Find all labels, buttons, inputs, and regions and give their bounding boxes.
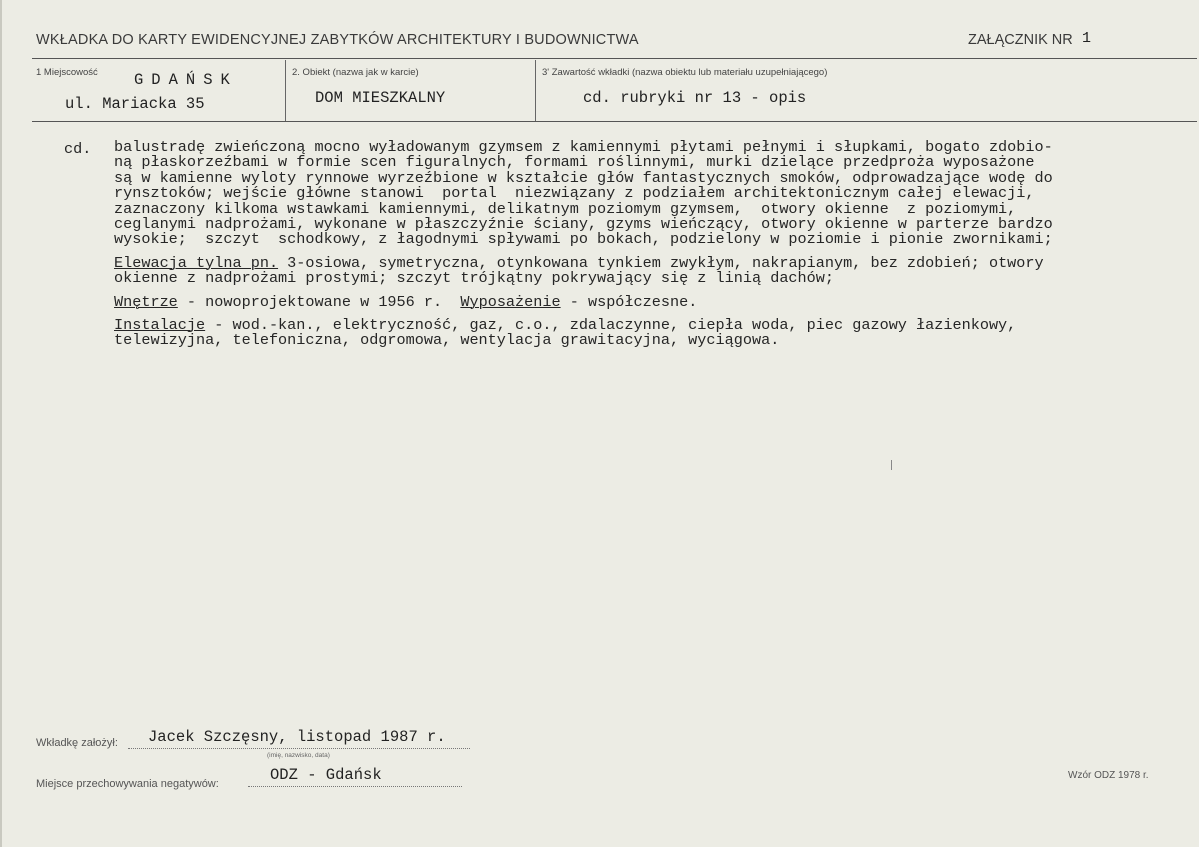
negatives-storage-value: ODZ - Gdańsk xyxy=(270,766,382,784)
negatives-storage-line xyxy=(248,786,462,787)
form-pattern-label: Wzór ODZ 1978 r. xyxy=(1068,770,1149,781)
annex-label: ZAŁĄCZNIK NR xyxy=(968,32,1073,48)
created-by-value: Jacek Szczęsny, listopad 1987 r. xyxy=(148,728,446,746)
annex-number: 1 xyxy=(1082,30,1092,47)
text-run: 3-osiowa, symetryczna, otynkowana tynkiem zwykłym, nakrapianym, bez zdobień; otwory xyxy=(278,253,1044,272)
interior-paragraph xyxy=(114,292,1174,311)
negatives-storage-label: Miejsce przechowywania negatywów: xyxy=(36,778,219,790)
description-text xyxy=(114,140,1174,357)
field-divider-2 xyxy=(535,60,536,121)
text-run: - współczesne. xyxy=(560,292,698,311)
locality-value: GDAŃSK xyxy=(134,71,238,89)
interior-heading: Wnętrze xyxy=(114,292,178,311)
field-divider-1 xyxy=(285,60,286,121)
text-line: są w kamienne wyloty rynnowe wyrzeźbione w kształcie głów fantastycznych smoków, odprowadzające wodę do xyxy=(114,168,1053,187)
text-line: okienne z nadprożami prostymi; szczyt trójkątny pokrywający się z linią dachów; xyxy=(114,269,835,288)
text-line: balustradę zwieńczoną mocno wyładowanym gzymsem z kamiennymi płytami pełnymi i słupkami, bogato zdobio- xyxy=(114,138,1053,156)
paper-mark xyxy=(891,460,892,470)
text-run: - nowoprojektowane w 1956 r. xyxy=(177,292,461,311)
locality-label: 1 Miejscowość xyxy=(36,67,98,78)
installations-paragraph xyxy=(114,318,1174,349)
text-line xyxy=(114,292,1174,311)
rear-elevation-paragraph xyxy=(114,253,1174,288)
text-run: - wod.-kan., elektryczność, gaz, c.o., zdalaczynne, ciepła woda, piec gazowy łazienkowy, xyxy=(205,316,1017,335)
facade-paragraph xyxy=(114,140,1174,248)
installations-heading: Instalacje xyxy=(114,316,206,335)
text-line: rynsztoków; wejście główne stanowi portal niezwiązany z podziałem architektonicznym całej elewacji, xyxy=(114,184,1035,203)
created-by-hint: (imię, nazwisko, data) xyxy=(267,752,330,759)
text-line: wysokie; szczyt schodkowy, z łagodnymi spływami po bokach, podzielony w poziomie i pionie zwornikami; xyxy=(114,230,1053,249)
text-line: ną płaskorzeźbami w formie scen figuralnych, formami roślinnymi, murki dzielące przedproża wyposażone xyxy=(114,153,1035,172)
text-line: telewizyjna, telefoniczna, odgromowa, wentylacja grawitacyjna, wyciągowa. xyxy=(114,331,780,350)
content-value: cd. rubryki nr 13 - opis xyxy=(583,89,807,107)
street-value: ul. Mariacka 35 xyxy=(65,95,205,113)
header-rule xyxy=(32,58,1197,59)
form-title: WKŁADKA DO KARTY EWIDENCYJNEJ ZABYTKÓW ARCHITEKTURY I BUDOWNICTWA xyxy=(36,32,639,48)
text-line: zaznaczony kilkoma wstawkami kamiennymi, delikatnym poziomym gzymsem, otwory okienne z poziomymi, xyxy=(114,199,1017,218)
text-line: ceglanymi nadprożami, wykonane w płaszczyźnie ściany, gzyms wieńczący, otwory okienne w parterze bardzo xyxy=(114,215,1053,234)
created-by-line xyxy=(128,748,470,749)
furnishing-heading: Wyposażenie xyxy=(460,292,561,311)
continuation-prefix: cd. xyxy=(64,140,92,158)
created-by-label: Wkładkę założył: xyxy=(36,737,118,749)
fields-bottom-rule xyxy=(32,121,1197,122)
rear-elevation-heading: Elewacja tylna pn. xyxy=(114,253,279,272)
content-label: 3' Zawartość wkładki (nazwa obiektu lub materiału uzupełniającego) xyxy=(542,67,828,78)
object-label: 2. Obiekt (nazwa jak w karcie) xyxy=(292,67,419,78)
object-value: DOM MIESZKALNY xyxy=(315,89,446,107)
